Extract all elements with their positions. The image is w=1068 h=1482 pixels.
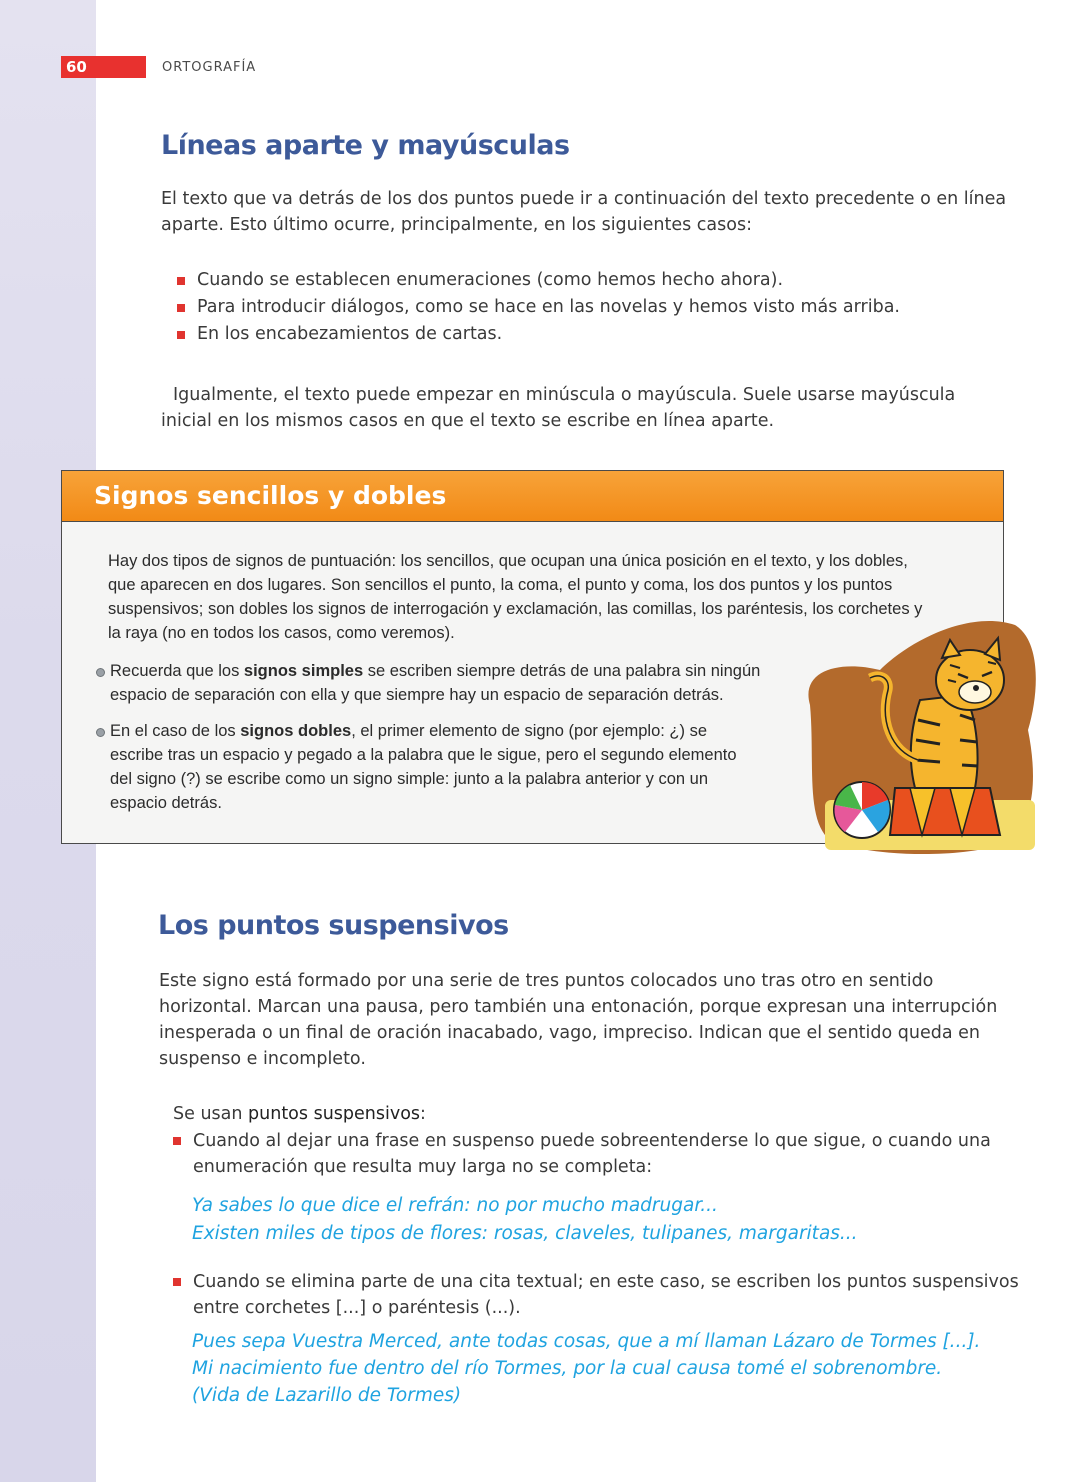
example-1-line-2: Existen miles de tipos de flores: rosas, claveles, tulipanes, margaritas...	[192, 1223, 858, 1244]
bullet-square-icon	[173, 1278, 181, 1286]
section2-title: Los puntos suspensivos	[158, 910, 509, 941]
section2-bullet-2: Cuando se elimina parte de una cita textual; en este caso, se escriben los puntos suspensivos entre corchetes [...] o paréntesis (...).	[173, 1269, 1028, 1321]
info-box-item-1: Recuerda que los signos simples se escriben siempre detrás de una palabra sin ningún espacio de separación con ella y que siempre hay un espacio de separación detrás.	[96, 659, 780, 707]
section1-title: Líneas aparte y mayúsculas	[161, 130, 570, 161]
section2-bullet-1: Cuando al dejar una frase en suspenso puede sobreentenderse lo que sigue, o cuando una enumeración que resulta muy larga no se completa:	[173, 1128, 1028, 1180]
tiger-on-pedestal-illustration	[800, 610, 1040, 860]
bullet-square-icon	[177, 304, 185, 312]
section1-closing: Igualmente, el texto puede empezar en minúscula o mayúscula. Suele usarse mayúscula inicial en los mismos casos en que el texto se escribe en línea aparte.	[161, 385, 956, 431]
info-box-header	[62, 471, 1003, 522]
list-item: Cuando se establecen enumeraciones (como hemos hecho ahora).	[175, 267, 995, 294]
example-2-line-2: Mi nacimiento fue dentro del río Tormes, por la cual causa tomé el sobrenombre.	[192, 1358, 943, 1379]
section2-intro: Este signo está formado por una serie de tres puntos colocados uno tras otro en sentido horizontal. Marcan una pausa, pero también una entonación, porque expresan una interrupción inesperada o un final de oración inacabado, vago, impreciso. Indican que el sentido queda en suspenso e incompleto.	[159, 971, 998, 1069]
list-item: En los encabezamientos de cartas.	[175, 321, 995, 348]
page-number: 60	[61, 56, 146, 78]
list-item: Para introducir diálogos, como se hace en las novelas y hemos visto más arriba.	[175, 294, 995, 321]
bullet-square-icon	[177, 277, 185, 285]
section1-bullet-list	[175, 267, 995, 348]
section1-intro: El texto que va detrás de los dos puntos puede ir a continuación del texto precedente o en línea aparte. Esto último ocurre, principalmente, en los siguientes casos:	[161, 189, 1007, 235]
example-2-line-3: (Vida de Lazarillo de Tormes)	[192, 1385, 462, 1406]
info-box-intro: Hay dos tipos de signos de puntuación: los sencillos, que ocupan una única posición en el texto, y los dobles, que aparecen en dos lugares. Son sencillos el punto, la coma, el punto y coma, los dos puntos y los puntos suspensivos; son dobles los signos de interrogación y exclamación, las comillas, los paréntesis, los corchetes y la raya (no en todos los casos, como veremos).	[108, 552, 923, 642]
info-box-title: Signos sencillos y dobles	[94, 481, 447, 510]
bullet-square-icon	[173, 1137, 181, 1145]
section-label: ORTOGRAFÍA	[162, 60, 257, 75]
example-1-line-1: Ya sabes lo que dice el refrán: no por mucho madrugar...	[192, 1195, 718, 1216]
bullet-dot-icon	[96, 668, 105, 677]
info-box-item-2: En el caso de los signos dobles, el primer elemento de signo (por ejemplo: ¿) se escribe tras un espacio y pegado a la palabra que le sigue, pero el segundo elemento del signo (?) se escribe como un signo simple: junto a la palabra anterior y con un espacio detrás.	[96, 719, 740, 815]
example-2-line-1: Pues sepa Vuestra Merced, ante todas cosas, que a mí llaman Lázaro de Tormes [...].	[192, 1331, 981, 1352]
section2-uses-lead: Se usan puntos suspensivos:	[173, 1104, 426, 1124]
bullet-dot-icon	[96, 728, 105, 737]
bullet-square-icon	[177, 331, 185, 339]
